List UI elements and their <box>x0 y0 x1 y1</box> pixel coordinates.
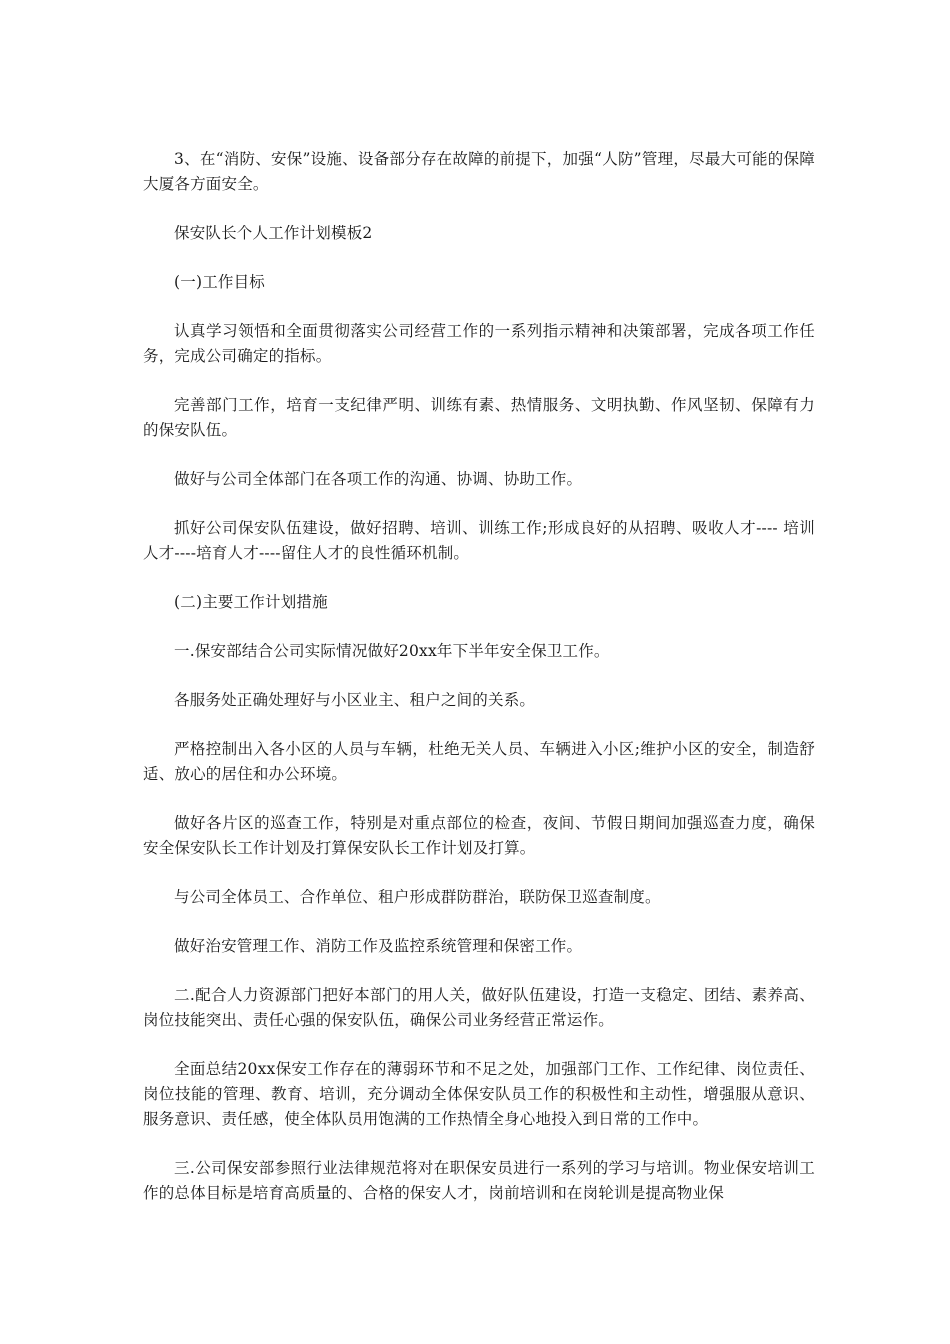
paragraph-12: 做好各片区的巡查工作，特别是对重点部位的检查，夜间、节假日期间加强巡查力度，确保安全保安队长工作计划及打算保安队长工作计划及打算。 <box>143 814 815 857</box>
document-body <box>143 147 815 1230</box>
paragraph-5: 完善部门工作，培育一支纪律严明、训练有素、热情服务、文明执勤、作风坚韧、保障有力的保安队伍。 <box>143 396 815 439</box>
heading-main-measures: (二)主要工作计划措施 <box>174 593 328 611</box>
paragraph-9: 一.保安部结合公司实际情况做好20xx年下半年安全保卫工作。 <box>174 642 610 660</box>
paragraph-7: 抓好公司保安队伍建设，做好招聘、培训、训练工作;形成良好的从招聘、吸收人才---- 培训人才----培育人才----留住人才的良性循环机制。 <box>143 519 815 562</box>
paragraph-1: 3、在“消防、安保”设施、设备部分存在故障的前提下，加强“人防”管理，尽最大可能的保障大厦各方面安全。 <box>143 150 815 193</box>
heading-work-goals: (一)工作目标 <box>174 273 265 291</box>
paragraph-4: 认真学习领悟和全面贯彻落实公司经营工作的一系列指示精神和决策部署，完成各项工作任务，完成公司确定的指标。 <box>143 322 815 365</box>
paragraph-6: 做好与公司全体部门在各项工作的沟通、协调、协助工作。 <box>174 470 583 488</box>
paragraph-14: 做好治安管理工作、消防工作及监控系统管理和保密工作。 <box>174 937 583 955</box>
paragraph-17: 三.公司保安部参照行业法律规范将对在职保安员进行一系列的学习与培训。物业保安培训工作的总体目标是培育高质量的、合格的保安人才，岗前培训和在岗轮训是提高物业保 <box>143 1159 815 1202</box>
section-title: 保安队长个人工作计划模板2 <box>174 224 373 242</box>
paragraph-16: 全面总结20xx保安工作存在的薄弱环节和不足之处，加强部门工作、工作纪律、岗位责任、岗位技能的管理、教育、培训，充分调动全体保安队员工作的积极性和主动性，增强服从意识、服务意识、责任感，使全体队员用饱满的工作热情全身心地投入到日常的工作中。 <box>143 1060 815 1128</box>
paragraph-11: 严格控制出入各小区的人员与车辆，杜绝无关人员、车辆进入小区;维护小区的安全，制造舒适、放心的居住和办公环境。 <box>143 740 815 783</box>
paragraph-13: 与公司全体员工、合作单位、租户形成群防群治，联防保卫巡查制度。 <box>174 888 661 906</box>
paragraph-15: 二.配合人力资源部门把好本部门的用人关，做好队伍建设，打造一支稳定、团结、素养高、岗位技能突出、责任心强的保安队伍，确保公司业务经营正常运作。 <box>143 986 815 1029</box>
paragraph-10: 各服务处正确处理好与小区业主、租户之间的关系。 <box>174 691 536 709</box>
